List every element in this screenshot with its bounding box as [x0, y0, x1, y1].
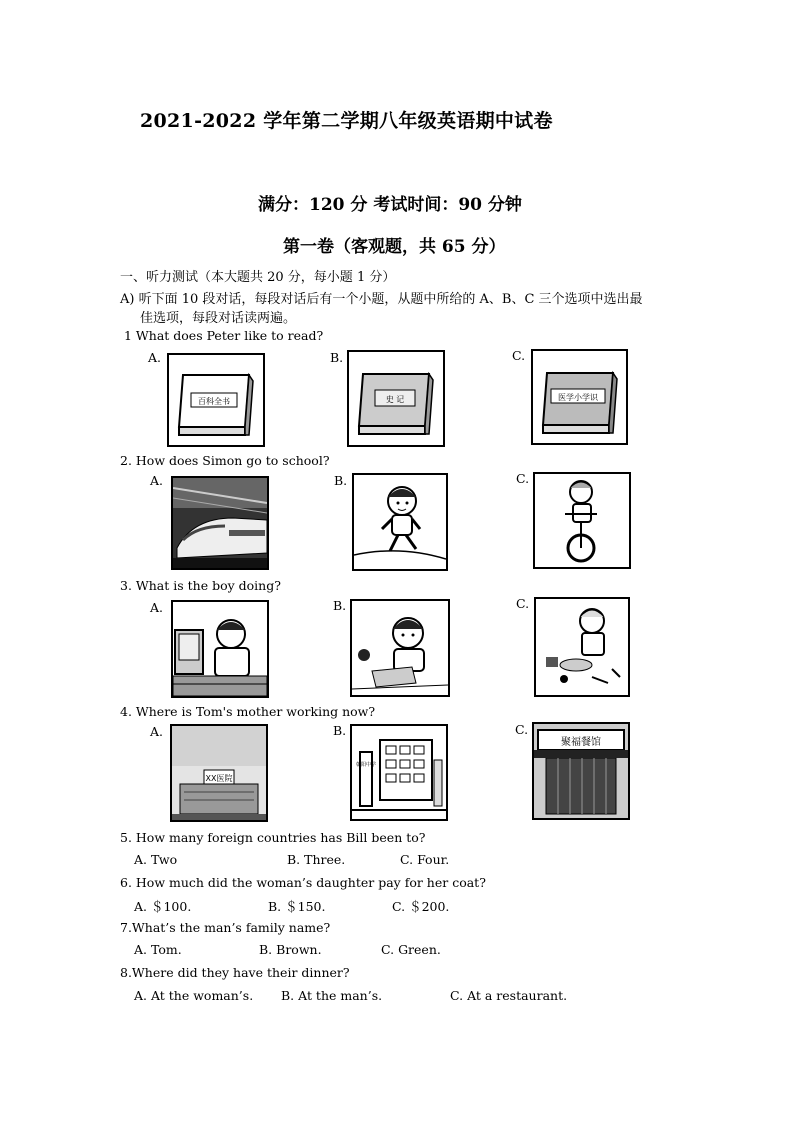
question-5-text: 5. How many foreign countries has Bill been to?: [120, 830, 426, 845]
question-2-text: 2. How does Simon go to school?: [120, 453, 330, 468]
q1-option-a-label: A.: [148, 350, 162, 365]
q1-a-caption: 百科全书: [198, 397, 230, 406]
restaurant-icon: [534, 724, 628, 818]
q6-option-a[interactable]: A. ＄100.: [134, 899, 192, 914]
q1-option-c-label: C.: [512, 348, 526, 363]
q5-option-b[interactable]: B. Three.: [287, 852, 346, 867]
instruction-line-2: 佳选项，每段对话读两遍。: [140, 311, 297, 326]
q2-option-c-label: C.: [516, 471, 530, 486]
q4-school-image[interactable]: [350, 724, 448, 821]
q8-option-b[interactable]: B. At the man’s.: [281, 988, 383, 1003]
q4-b-caption: 朝阳中学: [355, 762, 377, 768]
q1-c-caption: 医学小学识: [558, 393, 598, 402]
walking-boy-icon: [354, 475, 446, 569]
q3-option-a-label: A.: [150, 600, 164, 615]
q6-option-b[interactable]: B. ＄150.: [268, 899, 326, 914]
q3-boy-repairing-image[interactable]: [534, 597, 630, 697]
q7-option-c[interactable]: C. Green.: [381, 942, 441, 957]
q5-option-a[interactable]: A. Two: [134, 852, 178, 867]
q3-option-c-label: C.: [516, 596, 530, 611]
q4-option-b-label: B.: [333, 723, 347, 738]
q7-option-a[interactable]: A. Tom.: [134, 942, 182, 957]
q8-option-a[interactable]: A. At the woman’s.: [134, 988, 254, 1003]
score-and-time: 满分：120 分 考试时间：90 分钟: [258, 195, 522, 215]
volume-heading: 第一卷（客观题，共 65 分）: [283, 237, 506, 257]
bicycle-icon: [535, 474, 629, 567]
question-4-text: 4. Where is Tom's mother working now?: [120, 704, 376, 719]
train-icon: [173, 478, 267, 568]
section-heading: 一、听力测试（本大题共 20 分，每小题 1 分）: [120, 270, 396, 285]
q4-c-caption: 聚福餐馆: [561, 737, 601, 748]
exam-title: 2021-2022 学年第二学期八年级英语期中试卷: [140, 110, 553, 132]
question-7-text: 7.What’s the man’s family name?: [120, 920, 331, 935]
q5-option-c[interactable]: C. Four.: [400, 852, 450, 867]
instruction-line-1: A) 听下面 10 段对话，每段对话后有一个小题，从题中所给的 A、B、C 三个选项中选出最: [120, 292, 643, 307]
q4-hospital-image[interactable]: [170, 724, 268, 822]
q1-b-caption: 史 记: [385, 395, 405, 404]
q2-train-image[interactable]: [171, 476, 269, 570]
q8-option-c[interactable]: C. At a restaurant.: [450, 988, 568, 1003]
q1-medical-book-image[interactable]: [531, 349, 628, 445]
q3-boy-reading-image[interactable]: [350, 599, 450, 697]
computer-icon: [173, 602, 267, 696]
q1-encyclopedia-book-image[interactable]: [167, 353, 265, 447]
book-icon: [349, 352, 443, 445]
question-3-text: 3. What is the boy doing?: [120, 578, 281, 593]
school-building-icon: [352, 726, 446, 819]
q2-walking-boy-image[interactable]: [352, 473, 448, 571]
q2-option-b-label: B.: [334, 473, 348, 488]
q4-option-a-label: A.: [150, 724, 164, 739]
book-icon: [533, 351, 626, 443]
q4-option-c-label: C.: [515, 722, 529, 737]
hospital-icon: [172, 726, 266, 820]
q3-option-b-label: B.: [333, 598, 347, 613]
tools-icon: [536, 599, 628, 695]
q7-option-b[interactable]: B. Brown.: [259, 942, 322, 957]
book-icon: [169, 355, 263, 445]
q3-boy-computer-image[interactable]: [171, 600, 269, 698]
question-1-text: 1 What does Peter like to read?: [124, 328, 324, 343]
q6-option-c[interactable]: C. ＄200.: [392, 899, 450, 914]
q2-cycling-boy-image[interactable]: [533, 472, 631, 569]
reading-boy-icon: [352, 601, 448, 695]
q1-option-b-label: B.: [330, 350, 344, 365]
q4-a-caption: XX医院: [205, 774, 233, 783]
question-6-text: 6. How much did the woman’s daughter pay for her coat?: [120, 875, 486, 890]
q2-option-a-label: A.: [150, 473, 164, 488]
q1-history-book-image[interactable]: [347, 350, 445, 447]
q4-restaurant-image[interactable]: [532, 722, 630, 820]
question-8-text: 8.Where did they have their dinner?: [120, 965, 350, 980]
